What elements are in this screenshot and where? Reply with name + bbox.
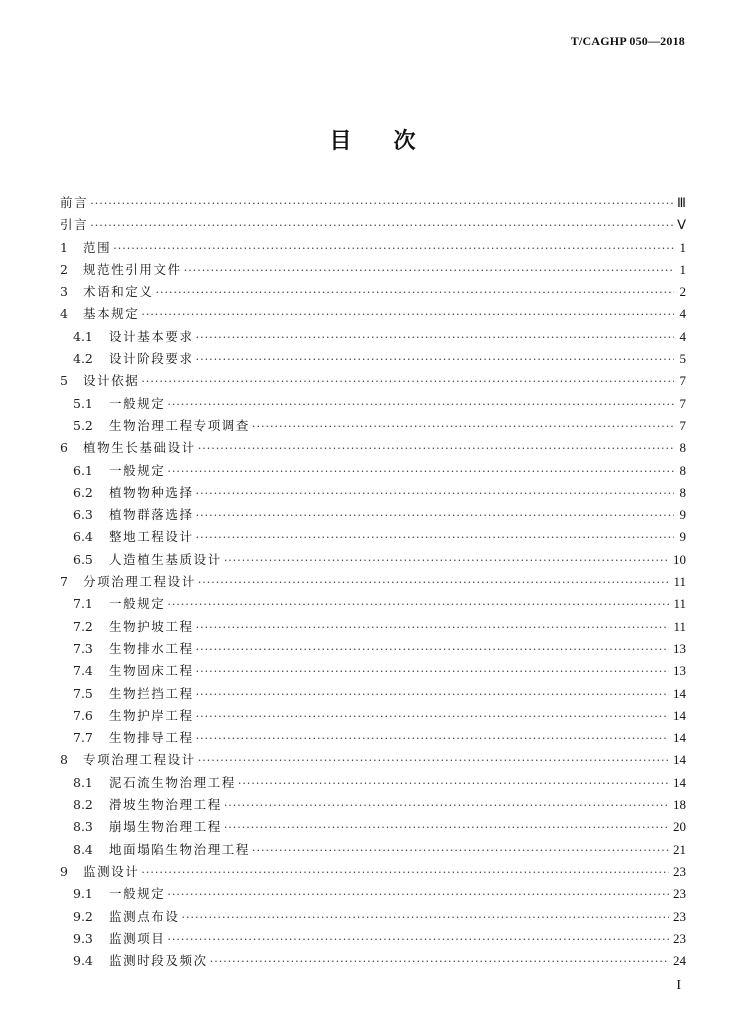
toc-entry[interactable] [60,259,686,281]
toc-entry-number: 3 [60,284,68,300]
toc-entry-label: 设计基本要求 [109,328,194,344]
toc-entry-page: 8 [679,440,686,456]
toc-entry-label: 设计阶段要求 [109,351,194,367]
dot-leader [196,483,674,505]
toc-entry-number: 7.1 [73,596,93,612]
dot-leader [198,438,674,460]
toc-entry[interactable] [60,214,686,236]
dot-leader [167,461,674,483]
toc-entry-label: 术语和定义 [83,284,154,300]
toc-entry[interactable] [60,415,686,437]
toc-entry-label: 基本规定 [83,306,140,322]
toc-entry[interactable] [60,303,686,325]
toc-entry-page: 8 [679,462,686,478]
toc-entry[interactable] [60,326,686,348]
dot-leader [196,706,669,728]
dot-leader [224,817,669,839]
toc-entry-number: 7 [60,574,68,590]
title-char-1: 目 [329,128,352,154]
toc-entry-page: Ⅲ [677,195,686,210]
toc-entry[interactable] [60,482,686,504]
toc-entry-label: 泥石流生物治理工程 [109,774,236,790]
toc-entry-number: 1 [60,239,68,255]
toc-entry-label: 生物排水工程 [109,640,194,656]
toc-entry[interactable] [60,192,686,214]
toc-entry-number: 5.1 [73,395,93,411]
toc-entry[interactable] [60,816,686,838]
dot-leader [196,505,674,527]
toc-entry[interactable] [60,348,686,370]
toc-entry[interactable] [60,749,686,771]
toc-entry-page: 2 [679,284,686,300]
toc-entry-number: 8.3 [73,819,93,835]
toc-entry-page: 13 [673,663,686,679]
footer-page-number: I [676,978,681,993]
toc-entry-number: 9.4 [73,953,93,969]
toc-entry-page: 7 [679,373,686,389]
toc-entry-label: 设计依据 [83,373,140,389]
toc-entry-page: 20 [673,819,686,835]
toc-entry-label: 整地工程设计 [109,529,194,545]
toc-entry-number: 7.7 [73,730,93,746]
dot-leader [90,193,673,215]
toc-entry-label: 专项治理工程设计 [83,752,196,768]
dot-leader [252,840,669,862]
toc-entry-page: 14 [673,752,686,768]
toc-entry-number: 9 [60,863,68,879]
toc-entry-page: 1 [679,239,686,255]
dot-leader [167,929,669,951]
dot-leader [141,304,674,326]
toc-entry-label: 生物排导工程 [109,730,194,746]
toc-entry-label: 前言 [60,195,89,210]
dot-leader [198,750,669,772]
toc-entry-label: 监测时段及频次 [109,953,208,969]
toc-entry-label: 一般规定 [109,886,166,902]
toc-entry[interactable] [60,638,686,660]
toc-entry-page: 23 [673,863,686,879]
toc-entry-number: 8.2 [73,797,93,813]
dot-leader [113,238,674,260]
toc-entry-page: 4 [679,328,686,344]
toc-entry[interactable] [60,237,686,259]
toc-entry-page: 10 [673,551,686,567]
toc-entry-label: 监测点布设 [109,908,180,924]
toc-entry-number: 6.4 [73,529,93,545]
toc-entry-number: 5 [60,373,68,389]
toc-entry-number: 2 [60,261,68,277]
toc-entry-number: 8.1 [73,774,93,790]
toc-entry-number: 8 [60,752,68,768]
toc-entry-page: 5 [679,351,686,367]
toc-entry-number: 4.1 [73,328,93,344]
toc-entry-label: 规范性引用文件 [83,261,182,277]
toc-entry-page: 18 [673,797,686,813]
toc-entry[interactable] [60,727,686,749]
dot-leader [224,795,669,817]
toc-entry-number: 4.2 [73,351,93,367]
toc-entry-number: 5.2 [73,417,93,433]
dot-leader [224,550,669,572]
dot-leader [90,215,673,237]
toc-entry-number: 8.4 [73,841,93,857]
toc-entry[interactable] [60,950,686,972]
toc-entry-page: 11 [673,574,686,590]
toc-entry-number: 7.5 [73,685,93,701]
toc-entry-label: 滑坡生物治理工程 [109,797,222,813]
toc-entry-label: 地面塌陷生物治理工程 [109,841,251,857]
toc-entry-number: 6.1 [73,462,93,478]
toc-entry-label: 生物护岸工程 [109,707,194,723]
toc-entry[interactable] [60,839,686,861]
title-char-2: 次 [393,128,416,154]
toc-entry-label: 植物生长基础设计 [83,440,196,456]
toc-entry-label: 分项治理工程设计 [83,574,196,590]
toc-entry[interactable] [60,883,686,905]
toc-entry-number: 6.3 [73,507,93,523]
toc-entry[interactable] [60,460,686,482]
dot-leader [167,594,669,616]
toc-entry-label: 崩塌生物治理工程 [109,819,222,835]
toc-entry[interactable] [60,437,686,459]
toc-entry[interactable] [60,504,686,526]
toc-entry-page: 14 [673,685,686,701]
toc-entry-page: 14 [673,730,686,746]
toc-entry-page: 11 [673,618,686,634]
toc-entry-page: 13 [673,640,686,656]
toc-entry-label: 植物群落选择 [109,507,194,523]
toc-entry-number: 7.2 [73,618,93,634]
toc-entry-label: 生物拦挡工程 [109,685,194,701]
toc-entry-page: 7 [679,417,686,433]
toc-entry[interactable] [60,526,686,548]
toc-entry-page: 24 [673,953,686,969]
toc-entry-number: 7.3 [73,640,93,656]
toc-entry[interactable] [60,571,686,593]
toc-entry-label: 引言 [60,217,89,233]
toc-entry-label: 生物固床工程 [109,663,194,679]
dot-leader [141,862,669,884]
toc-entry-page: 23 [673,908,686,924]
toc-entry[interactable] [60,861,686,883]
dot-leader [196,661,669,683]
toc-entry-page: 8 [679,484,686,500]
toc-entry[interactable] [60,549,686,571]
toc-entry-page: 23 [673,886,686,902]
toc-entry-label: 监测项目 [109,930,166,946]
toc-entry-label: 一般规定 [109,462,166,478]
toc-entry-number: 6.2 [73,484,93,500]
dot-leader [156,282,674,304]
toc-entry-number: 6 [60,440,68,456]
toc-entry-label: 范围 [83,239,112,255]
toc-entry[interactable] [60,660,686,682]
dot-leader [196,327,674,349]
toc-entry-number: 6.5 [73,551,93,567]
dot-leader [196,639,669,661]
toc-entry-page: 4 [679,306,686,322]
toc-entry-number: 9.3 [73,930,93,946]
toc-entry-page: 1 [679,261,686,277]
dot-leader [141,371,674,393]
document-code: T/CAGHP 050—2018 [570,34,685,48]
toc-entry-label: 人造植生基质设计 [109,551,222,567]
toc-entry-page: 11 [673,596,686,612]
table-of-contents [60,192,686,972]
dot-leader [167,394,674,416]
toc-entry[interactable] [60,616,686,638]
toc-entry[interactable] [60,370,686,392]
dot-leader [196,684,669,706]
toc-entry-label: 生物护坡工程 [109,618,194,634]
dot-leader [167,884,669,906]
toc-entry[interactable] [60,772,686,794]
toc-entry[interactable] [60,683,686,705]
dot-leader [198,572,670,594]
dot-leader [196,728,669,750]
toc-entry[interactable] [60,794,686,816]
toc-entry[interactable] [60,928,686,950]
dot-leader [196,527,674,549]
toc-entry-page: 7 [679,395,686,411]
toc-entry-label: 监测设计 [83,863,140,879]
toc-entry-number: 9.1 [73,886,93,902]
toc-entry-page: 21 [673,841,686,857]
toc-entry-label: 一般规定 [109,395,166,411]
dot-leader [210,951,669,973]
dot-leader [196,349,674,371]
dot-leader [238,773,669,795]
toc-entry-number: 4 [60,306,68,322]
page-title [0,124,745,155]
toc-entry[interactable] [60,906,686,928]
toc-entry-page: 23 [673,930,686,946]
toc-entry-page: 14 [673,707,686,723]
toc-entry-number: 7.6 [73,707,93,723]
toc-entry-number: 7.4 [73,663,93,679]
dot-leader [196,617,670,639]
toc-entry[interactable] [60,593,686,615]
dot-leader [182,907,669,929]
toc-entry-label: 生物治理工程专项调查 [109,417,251,433]
toc-entry-page: 14 [673,774,686,790]
toc-entry-label: 植物物种选择 [109,484,194,500]
toc-entry-page: Ⅴ [677,217,686,233]
toc-entry-page: 9 [679,529,686,545]
dot-leader [184,260,674,282]
toc-entry-number: 9.2 [73,908,93,924]
dot-leader [252,416,674,438]
toc-entry-label: 一般规定 [109,596,166,612]
toc-entry[interactable] [60,281,686,303]
toc-entry-page: 9 [679,507,686,523]
toc-entry[interactable] [60,393,686,415]
toc-entry[interactable] [60,705,686,727]
